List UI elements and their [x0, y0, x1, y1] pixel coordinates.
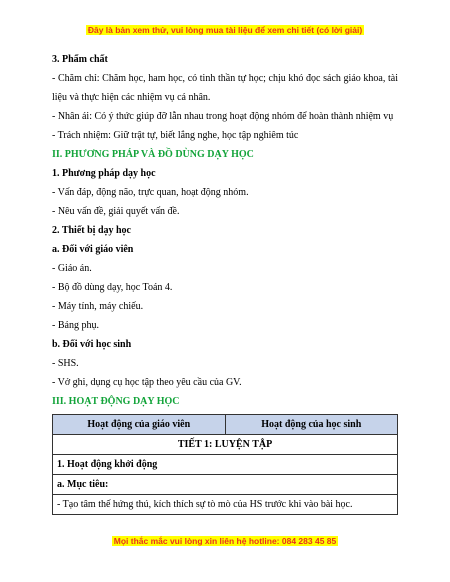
preview-banner: [0, 25, 450, 35]
hotline-banner: [0, 536, 450, 546]
part3-heading: III. HOẠT ĐỘNG DẠY HỌC: [52, 396, 180, 407]
method-item-1: - Vấn đáp, động não, trực quan, hoạt động nhóm.: [52, 187, 249, 198]
preview-banner-text: Đây là bản xem thử, vui lòng mua tài liệu để xem chi tiết (có lời giải): [87, 25, 363, 35]
student-item-2: - Vở ghi, dụng cụ học tập theo yêu cầu của GV.: [52, 377, 242, 388]
method-item-2: - Nêu vấn đề, giải quyết vấn đề.: [52, 206, 180, 217]
lesson-title: TIẾT 1: LUYỆN TẬP: [53, 435, 398, 455]
section3-title: 3. Phẩm chất: [52, 54, 108, 65]
student-title: b. Đối với học sinh: [52, 339, 132, 350]
teacher-item-1: - Giáo án.: [52, 263, 92, 274]
document-body: [52, 50, 398, 515]
table-row: [53, 475, 398, 495]
table-row: [53, 435, 398, 455]
section3-item-3: - Trách nhiệm: Giữ trật tự, biết lắng nghe, học tập nghiêm túc: [52, 130, 299, 141]
teacher-column-header: Hoạt động của giáo viên: [53, 415, 226, 435]
goal-title: a. Mục tiêu:: [53, 475, 398, 495]
student-item-1: - SHS.: [52, 358, 79, 369]
equipment-title: 2. Thiết bị dạy học: [52, 225, 131, 236]
activity-title: 1. Hoạt động khởi động: [53, 455, 398, 475]
section3-item-2: - Nhân ái: Có ý thức giúp đỡ lẫn nhau trong hoạt động nhóm để hoàn thành nhiệm vụ: [52, 111, 394, 122]
student-column-header: Hoạt động của học sinh: [225, 415, 398, 435]
teacher-item-4: - Bảng phụ.: [52, 320, 99, 331]
method-title: 1. Phương pháp dạy học: [52, 168, 156, 179]
table-row: [53, 495, 398, 515]
activity-table: [52, 414, 398, 515]
hotline-banner-text: Mọi thắc mắc vui lòng xin liên hệ hotline: 084 283 45 85: [113, 536, 337, 546]
part2-heading: II. PHƯƠNG PHÁP VÀ ĐỒ DÙNG DẠY HỌC: [52, 149, 254, 160]
table-header-row: [53, 415, 398, 435]
section3-item-1: - Chăm chỉ: Chăm học, ham học, có tinh thần tự học; chịu khó đọc sách giáo khoa, tài liệu và thực hiện các nhiệm vụ cá nhân.: [52, 73, 398, 103]
teacher-item-2: - Bộ đồ dùng dạy, học Toán 4.: [52, 282, 173, 293]
teacher-title: a. Đối với giáo viên: [52, 244, 134, 255]
table-row: [53, 455, 398, 475]
teacher-item-3: - Máy tính, máy chiếu.: [52, 301, 144, 312]
goal-text: - Tạo tâm thế hứng thú, kích thích sự tò mò của HS trước khi vào bài học.: [53, 495, 398, 515]
